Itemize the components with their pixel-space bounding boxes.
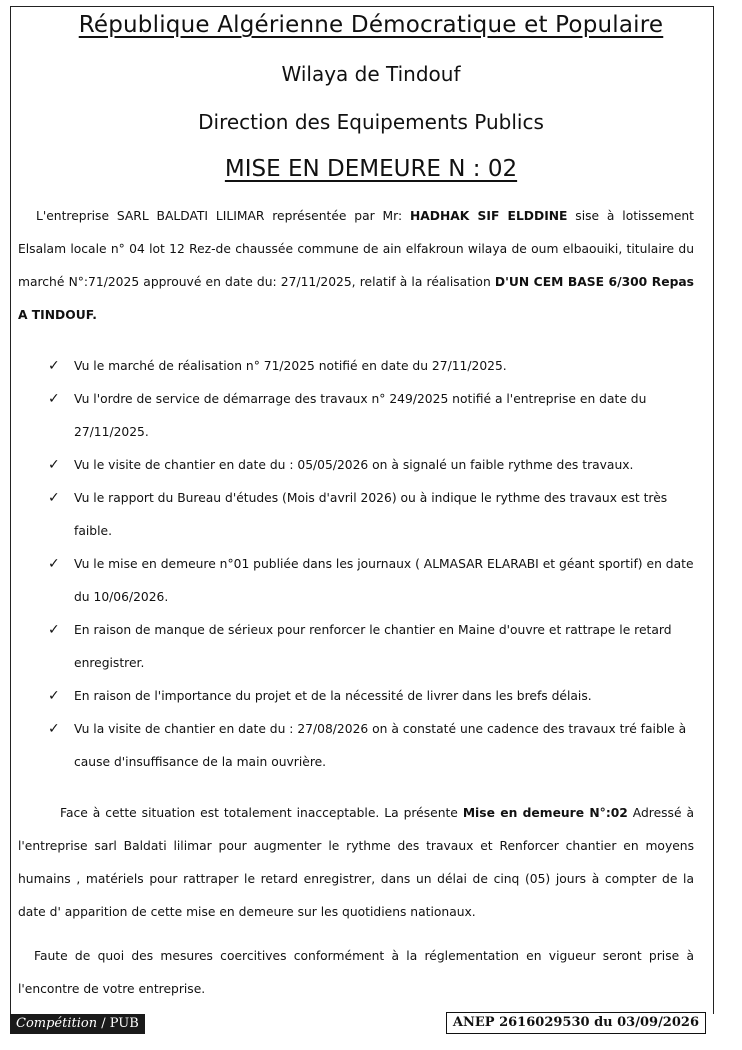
list-item: ✓ Vu le visite de chantier en date du : 05/05/2026 on à signalé un faible rythme des travaux.: [46, 449, 698, 482]
list-item: ✓ Vu le marché de réalisation n° 71/2025 notifié en date du 27/11/2025.: [46, 350, 698, 383]
closing-text: Faute de quoi des mesures coercitives conformément à la réglementation en vigueur seront prise à l'encontre de votre entreprise.: [18, 949, 694, 996]
conclusion-text-2: Adressé à l'entreprise sarl Baldati lilimar pour augmenter le rythme des travaux et Renforcer chantier en moyens humains , matériels pour rattraper le retard enregistrer, dans un délai de cinq (05) jours à compter de la date d' apparition de cette mise en demeure sur les quotidiens nationaux.: [18, 806, 694, 919]
check-icon: ✓: [48, 556, 60, 572]
project-name: D'UN CEM BASE 6/300 Repas A TINDOUF.: [18, 275, 694, 322]
direction-heading: Direction des Equipements Publics: [198, 110, 544, 134]
closing-paragraph: [18, 940, 694, 1006]
list-item: ✓ Vu la visite de chantier en date du : 27/08/2026 on à constaté une cadence des travaux tré faible à cause d'insuffisance de la main ouvrière.: [46, 713, 698, 779]
check-icon: ✓: [48, 688, 60, 704]
check-icon: ✓: [48, 457, 60, 473]
wilaya-heading: Wilaya de Tindouf: [281, 62, 461, 86]
check-icon: ✓: [48, 721, 60, 737]
check-icon: ✓: [48, 391, 60, 407]
check-icon: ✓: [48, 358, 60, 374]
check-icon: ✓: [48, 622, 60, 638]
notice-title: MISE EN DEMEURE N : 02: [224, 156, 518, 182]
source-name: Compétition: [16, 1016, 98, 1031]
representative-name: HADHAK SIF ELDDINE: [409, 209, 568, 223]
republic-heading: République Algérienne Démocratique et Populaire: [78, 12, 664, 38]
source-suffix: / PUB: [97, 1016, 139, 1031]
anep-reference: ANEP 2616029530 du 03/09/2026: [446, 1012, 706, 1034]
intro-text-1: L'entreprise SARL BALDATI LILIMAR représentée par Mr:: [36, 209, 410, 223]
list-item: ✓ Vu le mise en demeure n°01 publiée dans les journaux ( ALMASAR ELARABI et géant sportif) en date du 10/06/2026.: [46, 548, 698, 614]
considerations-list: [46, 350, 698, 779]
intro-paragraph: [18, 200, 694, 332]
intro-text-2: sise à lotissement Elsalam locale n° 04 lot 12 Rez-de chaussée commune de ain elfakroun wilaya de oum elbaouiki, titulaire du marché N°:71/2025 approuvé en date du: 27/11/2025, relatif à la réalisation: [18, 209, 695, 289]
check-icon: ✓: [48, 490, 60, 506]
list-item: ✓ Vu le rapport du Bureau d'études (Mois d'avril 2026) ou à indique le rythme des travaux est très faible.: [46, 482, 698, 548]
conclusion-paragraph: [18, 797, 694, 929]
list-item: ✓ En raison de manque de sérieux pour renforcer le chantier en Maine d'ouvre et rattrape le retard enregistrer.: [46, 614, 698, 680]
list-item: ✓ En raison de l'importance du projet et de la nécessité de livrer dans les brefs délais.: [46, 680, 698, 713]
conclusion-text-1: Face à cette situation est totalement inacceptable. La présente: [60, 806, 463, 820]
notice-reference: Mise en demeure N°:02: [462, 806, 628, 820]
publication-source: [10, 1014, 145, 1034]
list-item: ✓ Vu l'ordre de service de démarrage des travaux n° 249/2025 notifié a l'entreprise en date du 27/11/2025.: [46, 383, 698, 449]
